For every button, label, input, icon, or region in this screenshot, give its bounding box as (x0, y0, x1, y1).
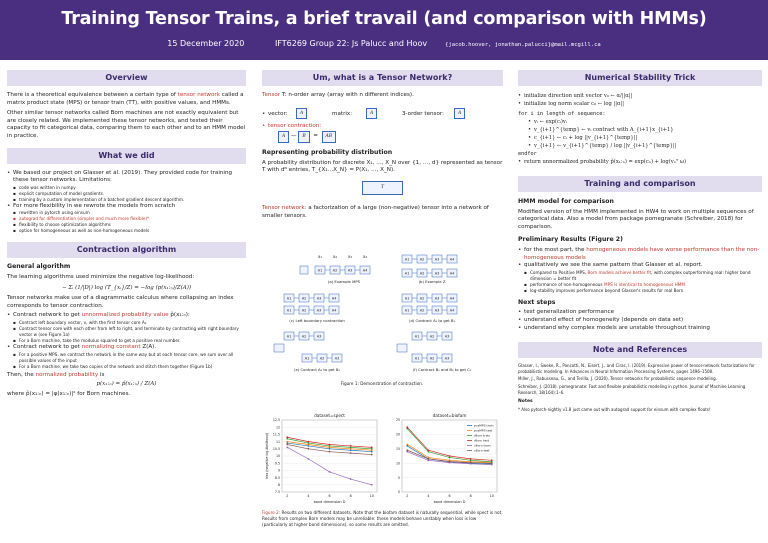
whatwedid-sub-7: ▪ option for homogeneous as well as non-homogeneous models (7, 228, 246, 234)
fig1b-top-core-label-1: A2 (419, 257, 425, 262)
contraction-sub-3: ▪ For a Born machine, take the modulus squared to get a positive real number. (7, 338, 246, 344)
fig1a-core-label-1: A2 (332, 268, 338, 273)
algo-line-7: • v_{i+1} ← v_{i+1}^{temp} / log ||v_{i+1}^{temp}|| (528, 142, 762, 150)
y-tick-label: 20 (395, 432, 400, 437)
y-tick-label: 9 (277, 468, 280, 473)
contraction-p4: where p̃(x₁:ₙ) = |ψ(x₁:ₙ)|² for Born machines. (7, 390, 131, 397)
fig1b-bot-core-label-0: A1 (404, 271, 410, 276)
contraction-text (7, 263, 246, 398)
next-bullet-2: • understand effect of homogeneity (depends on data set) (518, 317, 762, 325)
fig1e-caption: (e) Contract A₂ to get B₂ (294, 367, 340, 372)
x-tick-label: 2 (406, 494, 409, 498)
overview-p1: There is a theoretical equivalence between a certain type of tensor network called a matrix product state (MPS) or tensor train (TT), with positive values, and HMMs. (7, 92, 244, 106)
legend-label: rBorn test (474, 438, 489, 443)
order3-label: 3-order tensor: (402, 110, 444, 117)
fig1e-bot-core-label-0: A1 (304, 356, 310, 361)
ref-2: Miller, J., Rabusseau, G., and Terilla, J. (2020). Tensor networks for probabilistic sequence modeling. (518, 376, 717, 382)
algo-line-9: • return unnormalized probability p̃(x₁:ₙ) = exp(cₙ) + log(vₙᵀ ω) (518, 158, 762, 166)
contraction-p1: The learning algorithms used minimize the negative log-likelihood: (7, 273, 195, 280)
numerical-heading: Numerical Stability Trick (518, 70, 762, 86)
fig1e-bot-core-label-2: A3 (334, 356, 340, 361)
ref-3: Schreiber, J. (2018). pomegranate: Fast and flexible probabilistic modeling in python. Journal of Machine Learning Research, 18(164):1–6. (518, 383, 746, 395)
x-tick-label: 6 (328, 494, 331, 498)
chart-title: dataset=spect (314, 413, 345, 418)
figure-2-caption: Figure 2: Results on two different datasets. Note that the biofam dataset is naturally sequential, while spect is not. Results from complex Born models may be unreliable: these models behave unstably when loss is low (particularly at higher bond dimensions), so some results are omitted. (262, 510, 503, 527)
fig1c-bot-core-label-1: A2 (301, 308, 307, 313)
fig1a-x-label: x₂ (333, 254, 337, 259)
fig1f-c2 (397, 344, 407, 352)
notes-heading: Notes (518, 399, 533, 405)
nll-equation: − Σᵢ (1/|D|) log (T_{xᵢ}/Z) = −log (p(x₁:ₙ)/Z(A)) (61, 284, 192, 291)
results-bullet-1: • for the most part, the homogeneous models have worse performance than the non-homogeneous models (518, 247, 762, 262)
data-point (286, 446, 288, 448)
y-tick-label: 10 (275, 454, 280, 459)
contraction-box-b: B (298, 131, 309, 143)
fig1d-bot-core-label-1: A2 (419, 308, 425, 313)
data-point (427, 458, 429, 460)
fig1d-bot-core-label-0: A1 (404, 308, 410, 313)
results-sub-2: ▪ performance of non-homogeneous MPS is identical to homogeneous HMM (518, 282, 762, 288)
data-point (350, 478, 352, 480)
whatwedid-bullet-2: • For more flexibility in we rewrote the models from scratch (7, 203, 246, 211)
whatwedid-sub-4: ▪ rewritten in pytorch using einsum (7, 210, 246, 216)
fig1a-caption: (a) Example MPS (327, 279, 361, 284)
training-sub-hmm: HMM model for comparison (518, 198, 614, 205)
fig1d-caption: (d) Contract A₁ to get B₁ (408, 318, 456, 323)
fig1c-bot-core-label-0: A1 (286, 308, 292, 313)
data-point (329, 444, 331, 446)
fig1f-bot-core-label-0: A1 (414, 356, 420, 361)
normalized-prob-equation: p(x₁:ₙ) = p̃(x₁:ₙ) / Z(A) (96, 381, 157, 388)
x-tick-label: 8 (349, 494, 352, 498)
legend-label: rBorn train (474, 433, 491, 438)
next-bullet-1: • test generalization performance (518, 309, 762, 317)
fig1a-x-label: x₄ (363, 254, 367, 259)
x-tick-label: 2 (286, 494, 289, 498)
y-tick-label: 9.5 (274, 461, 280, 466)
algo-line-5: • v_{i+1}^{temp} ← vᵢ contract with A_{i+1}x_{i+1} (528, 126, 762, 134)
whatwedid-heading: What we did (7, 148, 246, 164)
whatwedid-text (7, 170, 246, 235)
matrix-label: matrix: (332, 110, 353, 117)
chart-biofam (396, 413, 497, 504)
whatwedid-bullet-1: • We based our project on Glasser et al. (2019). They provided code for training these tensor networks. Limitations: (7, 170, 246, 185)
fig1f-top-core-label-2: A3 (444, 334, 450, 339)
data-point (371, 446, 373, 448)
fig1c-top-core-label-3: A4 (331, 296, 337, 301)
y-tick-label: 11.5 (272, 432, 280, 437)
data-point (286, 441, 288, 443)
whatwedid-sub-6: ▪ flexibility to choose optimization algorithms (7, 222, 246, 228)
fig1e-top-core-label-1: A2 (301, 334, 307, 339)
fig1b-top-core-label-3: A4 (449, 257, 455, 262)
fig1d-top-core-label-3: A4 (449, 296, 455, 301)
data-point (449, 461, 451, 463)
data-point (406, 449, 408, 451)
figure-2-charts (262, 410, 503, 508)
y-tick-label: 12 (275, 425, 280, 430)
algo-line-8: endfor (518, 151, 537, 157)
poster-title: Training Tensor Trains, a brief travail (and comparison with HMMs) (61, 9, 707, 29)
vector-label: • vector: (262, 111, 288, 119)
data-point (406, 426, 408, 428)
legend-label: cBorn train (474, 443, 491, 448)
fig1b-caption: (b) Example Z (418, 279, 446, 284)
contraction-p3: Then, the normalized probability is (7, 371, 105, 378)
refs-heading: Note and References (518, 342, 762, 358)
fig1-main-caption: Figure 1: Demonstration of contraction. (340, 381, 424, 386)
training-heading: Training and comparison (518, 176, 762, 192)
contraction-sub-4: ▪ For a positive MPS, we contract the network in the same way but at each tensor core, we sum over all possible values of the input (7, 352, 246, 364)
results-bullet-2: • qualitatively we see the same pattern that Glasser et al. report. (518, 262, 762, 270)
tensor-t-box: T (362, 181, 403, 195)
fig1b-top-core-label-0: A1 (404, 257, 410, 262)
chart-title: dataset=biofam (432, 413, 467, 418)
whatwedid-sub-1: ▪ code was written in numpy (7, 185, 246, 191)
order3-diagram: A (454, 108, 465, 120)
algo-line-1: • initialize direction unit vector v₀ ← α/||α|| (518, 92, 762, 100)
contraction-sub-5: ▪ For a Born machine, we take two copies of the network and stitch them together (Figure 1b) (7, 364, 246, 370)
fig1d-bot-core-label-2: A3 (434, 308, 440, 313)
column-left (7, 70, 246, 398)
poster-date: 15 December 2020 (167, 39, 245, 48)
contraction-p2: Tensor networks make use of a diagrammatic calculus where collapsing an index corresponds to tensor contraction. (7, 295, 234, 309)
poster-subtitle (0, 39, 768, 48)
data-point (307, 441, 309, 443)
data-point (406, 444, 408, 446)
fig1f-bot-core-label-2: A3 (444, 356, 450, 361)
data-point (491, 462, 493, 464)
fig1a-core-label-0: A1 (317, 268, 323, 273)
fig1a-core-label-2: A3 (347, 268, 353, 273)
results-sub-3: ▪ log-stability improves performance beyond Glasser's results for real Born (518, 288, 762, 294)
fig1c-bot-core-label-3: A4 (331, 308, 337, 313)
data-point (371, 484, 373, 486)
y-tick-label: 15 (395, 447, 400, 451)
y-tick-label: 10.5 (272, 447, 280, 451)
data-point (449, 455, 451, 457)
rpd-text: A probability distribution for discrete X₁, …, X_N over {1, …, d} represented as tensor T with dᴺ entries, T_{X₁…X_N} = P(X₁, …, X_N). (262, 159, 503, 174)
whatwedid-sub-5: ▪ autograd for differentiation (simpler and much more flexible)* (7, 216, 246, 222)
data-point (350, 445, 352, 447)
x-tick-label: 10 (489, 494, 494, 498)
contraction-subheading: General algorithm (7, 263, 71, 271)
poster-header (0, 0, 768, 60)
contraction-label: • tensor contraction: (262, 123, 503, 131)
x-tick-label: 8 (469, 494, 472, 498)
algo-line-4: • vᵢ ← exp(cᵢ)vᵢ (528, 118, 762, 126)
algo-line-6: • c_{i+1} ← cᵢ + log ||v_{i+1}^{temp}|| (528, 134, 762, 142)
fig1f-top-core-label-1: A2 (429, 334, 435, 339)
data-point (371, 454, 373, 456)
tensor-t-diagram (262, 181, 503, 203)
vector-diagram: A (296, 108, 307, 120)
data-point (427, 449, 429, 451)
algo-line-3: for i in length of sequence: (518, 111, 606, 117)
x-tick-label: 4 (307, 494, 310, 498)
algo-line-2: • initialize log norm scalar c₀ ← log ||α|| (518, 100, 762, 108)
legend-label: posMPS test (474, 428, 493, 433)
fig1f-caption: (f) Contract B₂ and B₃ to get C₂ (412, 367, 472, 372)
fig1e-top-core-label-2: A3 (316, 334, 322, 339)
column-middle (262, 70, 503, 527)
fig1a-x-label: x₁ (318, 254, 322, 259)
training-sub-next: Next steps (518, 298, 556, 306)
fig1d-top-core-label-0: A1 (404, 296, 410, 301)
refs-text (518, 363, 762, 412)
y-axis-label: loss (negative log-likelihood) (265, 433, 269, 479)
overview-text (7, 92, 246, 141)
data-point (307, 458, 309, 460)
numerical-algorithm (518, 92, 762, 166)
contraction-bullet-2: • Contract network to get normalizing constant Z(A). (7, 344, 246, 352)
fig1e-top-core-label-0: A1 (286, 334, 292, 339)
y-tick-label: 25 (395, 418, 400, 423)
data-point (329, 471, 331, 473)
fig1e-b1 (274, 344, 284, 352)
tensor-text (262, 92, 503, 220)
poster-email: {jacob.hoover, jonathan.palucci}@mail.mcgill.ca (445, 42, 601, 48)
fig1f-bot-core-label-1: A2 (429, 356, 435, 361)
x-tick-label: 6 (448, 494, 451, 498)
matrix-diagram: A (366, 108, 377, 120)
fig1c-top-core-label-1: A2 (301, 296, 307, 301)
training-p1: Modified version of the HMM implemented in HW4 to work on multiple sequences of categorical data. Also a model from package pomegranate (Schreiber, 2018) for comparison. (518, 208, 754, 230)
training-sub-results: Preliminary Results (Figure 2) (518, 236, 623, 244)
data-point (470, 458, 472, 460)
fig1b-bot-core-label-1: A2 (419, 271, 425, 276)
data-point (491, 459, 493, 461)
data-point (286, 436, 288, 438)
contraction-diagram: A — B = AB (278, 131, 503, 143)
tensor-examples-row (262, 108, 503, 122)
x-axis-label: bond dimension D (433, 500, 466, 504)
fig1c-caption: (c) Left boundary contraction (289, 318, 345, 323)
fig1e-bot-core-label-1: A2 (319, 356, 325, 361)
rpd-heading: Representing probability distribution (262, 149, 393, 157)
overview-heading: Overview (7, 70, 246, 86)
training-text (518, 198, 762, 332)
figure-1-contraction (262, 250, 503, 390)
fig1c-top-core-label-0: A1 (286, 296, 292, 301)
data-point (329, 451, 331, 453)
y-tick-label: 7.5 (274, 490, 280, 495)
x-axis-label: bond dimension D (313, 500, 346, 504)
fig1a-v (300, 266, 308, 274)
fig1c-top-core-label-2: A3 (316, 296, 322, 301)
y-tick-label: 5 (397, 475, 400, 480)
fig1b-top-core-label-2: A3 (434, 257, 440, 262)
data-point (350, 452, 352, 454)
fig1b-bot-core-label-3: A4 (449, 271, 455, 276)
y-tick-label: 0 (397, 490, 400, 495)
y-tick-label: 10 (395, 461, 400, 466)
contraction-bullet-1: • Contract network to get unnormalized probability value p̃(x₁:ₙ): (7, 312, 246, 320)
data-point (307, 448, 309, 450)
tensor-network-def: Tensor network: a factorization of a large (non-negative) tensor into a network of smaller tensors. (262, 204, 489, 219)
y-tick-label: 12.5 (272, 418, 280, 423)
y-tick-label: 8 (277, 483, 280, 487)
whatwedid-sub-3: ▪ training by a custom implementation of a batched gradient descent algorithm. (7, 197, 246, 203)
fig1b-bot-core-label-2: A3 (434, 271, 440, 276)
contraction-sub-2: ▪ Contract tensor core with each other from left to right, and terminate by contracting with right boundary vector w (see Figure 1a) (7, 326, 246, 338)
x-tick-label: 4 (427, 494, 430, 498)
column-right (518, 70, 762, 412)
contraction-sub-1: ▪ Contract left boundary vector, v, with the first tensor core A₁ (7, 320, 246, 326)
note-1: * Also pytorch-nightly v1.8 just came out with autograd support for einsum with complex floats! (518, 406, 711, 412)
x-tick-label: 10 (369, 494, 374, 498)
legend-label: posMPS train (474, 423, 494, 428)
contraction-box-ab: AB (322, 131, 337, 143)
fig1d-top-core-label-2: A3 (434, 296, 440, 301)
next-bullet-3: • understand why complex models are unstable throughout training (518, 325, 762, 333)
fig1d-top-core-label-1: A2 (419, 296, 425, 301)
y-tick-label: 8.5 (274, 475, 280, 480)
chart-spect (265, 413, 377, 504)
contraction-heading: Contraction algorithm (7, 242, 246, 258)
overview-p2: Other similar tensor networks called Born machines are not exactly equivalent but are closely related. We implemented these tensor networks, and tested their capacity to fit categorical data, comparing them to each other and to an HMM model in practice. (7, 110, 246, 139)
ref-1: Glasser, I., Sweke, R., Pancotti, N., Eisert, J., and Cirac, I. (2019). Expressive power of tensor-network factorizations for probabilistic modeling. In Advances in Neural Information Processing Systems, pages 1496–1508. (518, 363, 755, 374)
y-tick-label: 11 (275, 439, 280, 444)
fig1f-top-core-label-0: A1 (414, 334, 420, 339)
poster-group: IFT6269 Group 22: Js Palucc and Hoov (274, 39, 428, 48)
fig1a-x-label: x₃ (348, 254, 352, 259)
fig1c-bot-core-label-2: A3 (316, 308, 322, 313)
tensor-def: Tensor T: n-order array (array with n different indices). (262, 92, 414, 98)
data-point (286, 444, 288, 446)
tensor-heading: Um, what is a Tensor Network? (262, 70, 503, 86)
contraction-box-a: A (278, 131, 289, 143)
fig1d-bot-core-label-3: A4 (449, 308, 455, 313)
data-point (470, 462, 472, 464)
results-sub-1: ▪ Compared to Positive MPS, Born models achieve better fit, with complex outperforming real: higher bond dimension = better fit (518, 270, 762, 282)
whatwedid-sub-2: ▪ explicit computation of model gradients. (7, 191, 246, 197)
fig1a-core-label-3: A4 (362, 268, 368, 273)
legend-label: cBorn test (474, 448, 490, 453)
